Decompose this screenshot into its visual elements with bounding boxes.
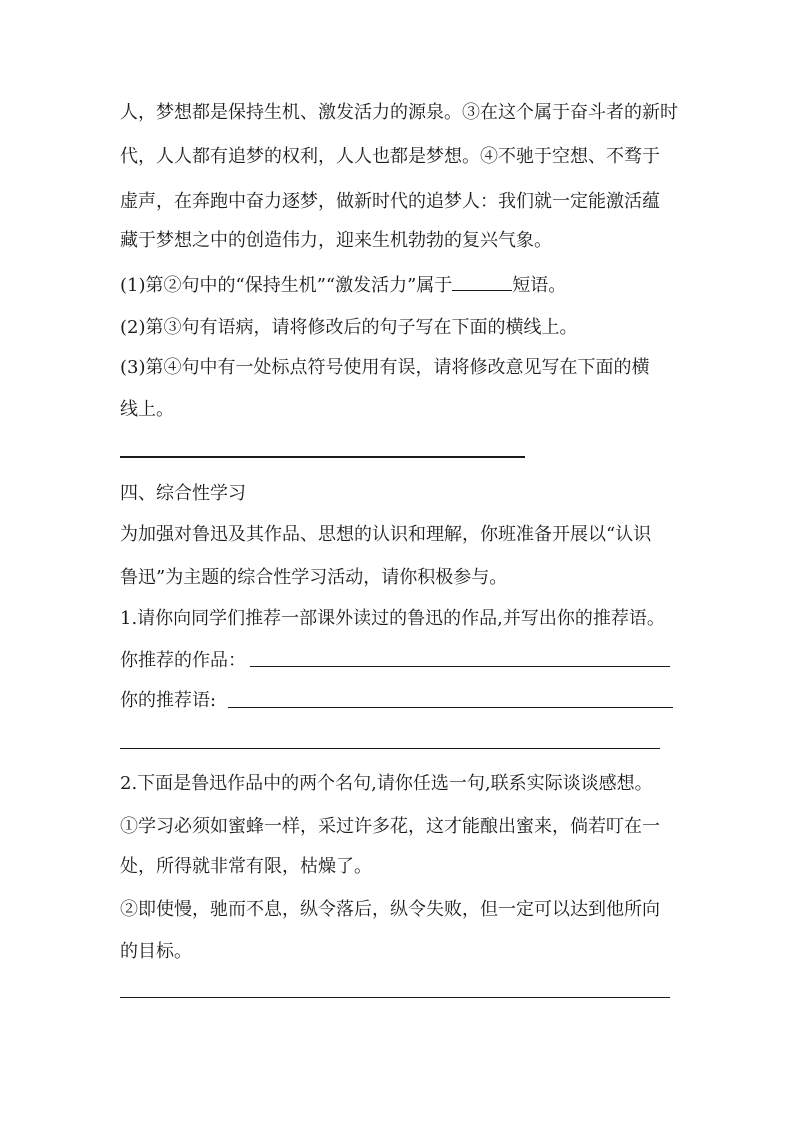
work-label: 你推荐的作品：	[120, 650, 246, 671]
work-answer-line[interactable]	[250, 666, 670, 667]
question-2: (2)第③句有语病，请将修改后的句子写在下面的横线上。	[120, 317, 578, 338]
question-1	[120, 272, 566, 298]
passage-line-3: 虚声，在奔跑中奋力逐梦，做新时代的追梦人：我们就一定能激活蕴	[120, 191, 660, 212]
quote-1-line-1: ①学习必须如蜜蜂一样，采过许多花，这才能酿出蜜来，倘若叮在一	[120, 816, 660, 837]
passage-line-2: 代，人人都有追梦的权利，人人也都是梦想。④不驰于空想、不骛于	[120, 146, 660, 167]
quote-2-line-2: 的目标。	[120, 941, 192, 962]
intro-line-1: 为加强对鲁迅及其作品、思想的认识和理解，你班准备开展以“认识	[120, 524, 652, 545]
question-3-line-1: (3)第④句中有一处标点符号使用有误，请将修改意见写在下面的横	[120, 357, 650, 378]
item-2: 2.下面是鲁迅作品中的两个名句,请你任选一句,联系实际谈谈感想。	[120, 773, 653, 794]
section-heading: 四、综合性学习	[120, 483, 246, 504]
question-1-prefix: (1)第②句中的“保持生机”“激发活力”属于	[120, 275, 453, 296]
reason-label: 你的推荐语:	[120, 690, 217, 711]
quote-1-line-2: 处，所得就非常有限，枯燥了。	[120, 856, 372, 877]
answer-line-q3[interactable]	[120, 456, 525, 458]
work-field	[120, 649, 246, 673]
answer-blank-1[interactable]	[452, 272, 512, 291]
reason-field	[120, 689, 216, 713]
quote-2-line-1: ②即使慢，驰而不息，纵令落后，纵令失败，但一定可以达到他所向	[120, 899, 660, 920]
question-1-suffix: 短语。	[512, 275, 567, 296]
reason-answer-line-2[interactable]	[120, 748, 660, 749]
reason-answer-line-1[interactable]	[228, 707, 673, 708]
question-3-line-2: 线上。	[120, 399, 174, 420]
item-1: 1.请你向同学们推荐一部课外读过的鲁迅的作品,并写出你的推荐语。	[120, 608, 665, 629]
passage-line-4: 藏于梦想之中的创造伟力，迎来生机勃勃的复兴气象。	[120, 230, 552, 251]
intro-line-2: 鲁迅”为主题的综合性学习活动，请你积极参与。	[120, 567, 508, 588]
reflection-answer-line[interactable]	[120, 997, 670, 998]
passage-line-1: 人，梦想都是保持生机、激发活力的源泉。③在这个属于奋斗者的新时	[120, 102, 678, 123]
